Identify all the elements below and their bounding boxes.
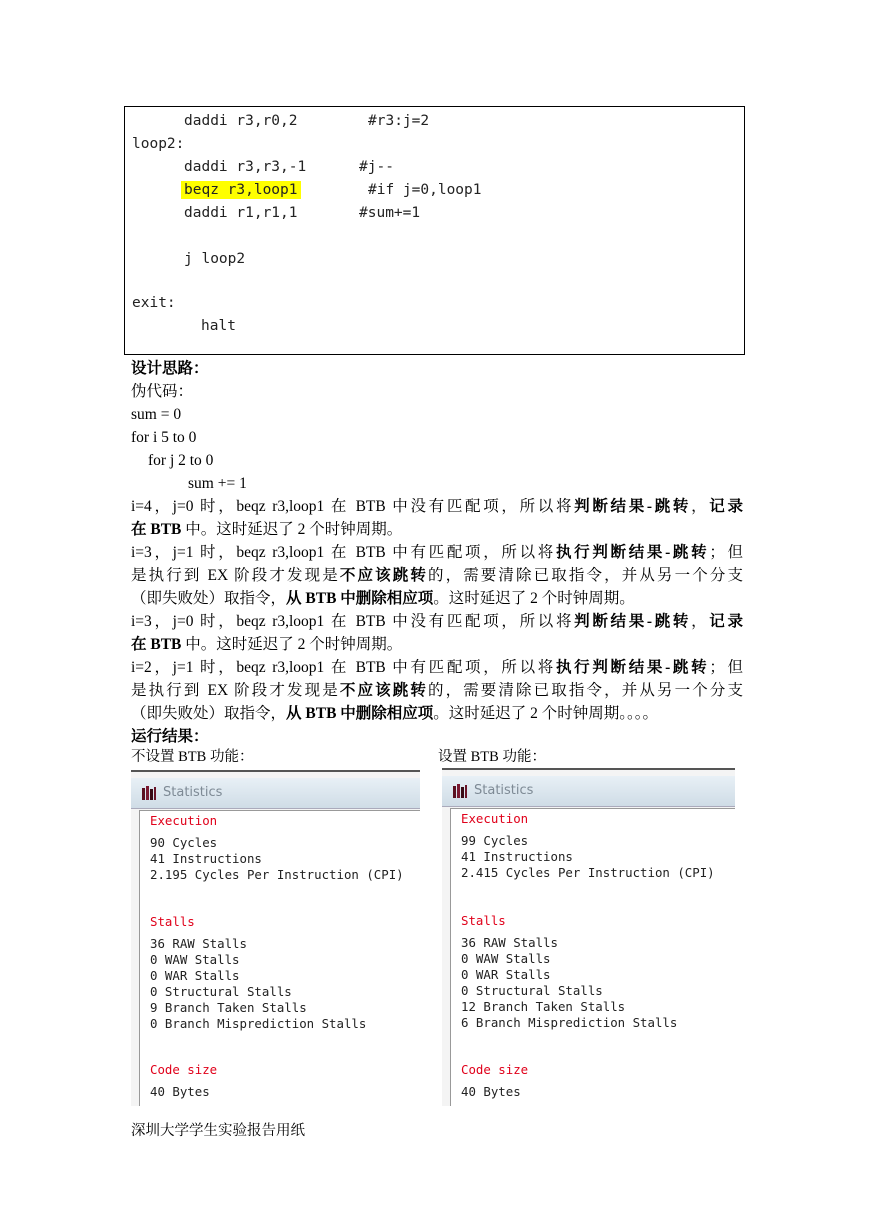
code-size-header: Code size <box>461 1062 529 1077</box>
code-label: exit: <box>132 295 176 311</box>
analysis-paragraph-2-line-1: i=3，j=1 时，beqz r3,loop1 在 BTB 中有匹配项，所以将执行判断结果-跳转；但 <box>131 544 743 561</box>
stats-titlebar <box>131 778 420 809</box>
analysis-paragraph-1-line-2: 在 BTB 中。这时延迟了 2 个时钟周期。 <box>131 521 403 538</box>
stats-body <box>450 808 735 1106</box>
analysis-paragraph-4-line-3: （即失败处）取指令，从 BTB 中删除相应项。这时延迟了 2 个时钟周期。。。。 <box>131 705 659 722</box>
stat-line: 41 Instructions <box>150 851 262 866</box>
page-footer: 深圳大学学生实验报告用纸 <box>131 1123 305 1139</box>
stat-line: 0 WAW Stalls <box>461 951 551 966</box>
analysis-paragraph-1-line-1: i=4，j=0 时，beqz r3,loop1 在 BTB 中没有匹配项，所以将判断结果-跳转，记录 <box>131 498 743 515</box>
stat-line: 12 Branch Taken Stalls <box>461 999 626 1014</box>
stat-line: 0 Branch Misprediction Stalls <box>150 1016 367 1031</box>
code-line: daddi r3,r3,-1 <box>184 159 307 175</box>
code-line: daddi r1,r1,1 <box>184 205 298 221</box>
stats-title: Statistics <box>474 783 534 798</box>
code-comment: #j-- <box>359 159 394 175</box>
stat-line: 41 Instructions <box>461 849 573 864</box>
code-line: j loop2 <box>184 251 246 267</box>
books-icon <box>141 785 157 801</box>
analysis-paragraph-4-line-2: 是执行到 EX 阶段才发现是不应该跳转的，需要清除已取指令，并从另一个分支 <box>131 682 743 699</box>
stalls-header: Stalls <box>150 914 195 929</box>
code-line-highlighted <box>184 181 301 199</box>
code-comment: #r3:j=2 <box>368 113 430 129</box>
analysis-paragraph-4-line-1: i=2，j=1 时，beqz r3,loop1 在 BTB 中有匹配项，所以将执行判断结果-跳转；但 <box>131 659 743 676</box>
stats-window-no-btb <box>131 770 420 1106</box>
pseudo-line: sum += 1 <box>188 475 247 492</box>
stalls-header: Stalls <box>461 913 506 928</box>
code-size-header: Code size <box>150 1062 218 1077</box>
stat-line: 0 WAR Stalls <box>150 968 240 983</box>
stat-line: 40 Bytes <box>461 1084 521 1099</box>
pseudo-line: for j 2 to 0 <box>148 452 214 469</box>
stat-line: 36 RAW Stalls <box>461 935 558 950</box>
stat-line: 0 WAR Stalls <box>461 967 551 982</box>
stats-titlebar <box>442 776 735 807</box>
highlighted-instruction: beqz r3,loop1 <box>181 181 301 199</box>
stat-line: 0 Structural Stalls <box>150 984 292 999</box>
pseudo-label: 伪代码： <box>131 383 194 400</box>
stat-line: 2.195 Cycles Per Instruction (CPI) <box>150 867 404 882</box>
left-caption: 不设置 BTB 功能： <box>131 749 254 765</box>
stat-line: 0 Structural Stalls <box>461 983 603 998</box>
execution-header: Execution <box>150 813 218 828</box>
stat-line: 99 Cycles <box>461 833 529 848</box>
right-caption: 设置 BTB 功能： <box>438 749 546 765</box>
code-comment: #sum+=1 <box>359 205 421 221</box>
stat-line: 40 Bytes <box>150 1084 210 1099</box>
analysis-paragraph-2-line-2: 是执行到 EX 阶段才发现是不应该跳转的，需要清除已取指令，并从另一个分支 <box>131 567 743 584</box>
code-box <box>124 106 745 355</box>
stat-line: 9 Branch Taken Stalls <box>150 1000 307 1015</box>
analysis-paragraph-3-line-1: i=3，j=0 时，beqz r3,loop1 在 BTB 中没有匹配项，所以将判断结果-跳转，记录 <box>131 613 743 630</box>
pseudo-line: sum = 0 <box>131 406 182 423</box>
stats-body <box>139 810 420 1106</box>
stat-line: 6 Branch Misprediction Stalls <box>461 1015 678 1030</box>
stat-line: 0 WAW Stalls <box>150 952 240 967</box>
design-heading: 设计思路： <box>131 360 209 377</box>
results-heading: 运行结果： <box>131 728 209 745</box>
stat-line: 2.415 Cycles Per Instruction (CPI) <box>461 865 715 880</box>
code-line: halt <box>201 318 236 334</box>
stats-title: Statistics <box>163 785 223 800</box>
pseudo-line: for i 5 to 0 <box>131 429 197 446</box>
code-comment: #if j=0,loop1 <box>368 182 482 198</box>
stats-window-btb <box>442 768 735 1106</box>
books-icon <box>452 783 468 799</box>
stat-line: 90 Cycles <box>150 835 218 850</box>
execution-header: Execution <box>461 811 529 826</box>
code-label: loop2: <box>132 136 185 152</box>
code-line: daddi r3,r0,2 <box>184 113 298 129</box>
analysis-paragraph-3-line-2: 在 BTB 中。这时延迟了 2 个时钟周期。 <box>131 636 403 653</box>
analysis-paragraph-2-line-3: （即失败处）取指令，从 BTB 中删除相应项。这时延迟了 2 个时钟周期。 <box>131 590 635 607</box>
stat-line: 36 RAW Stalls <box>150 936 247 951</box>
